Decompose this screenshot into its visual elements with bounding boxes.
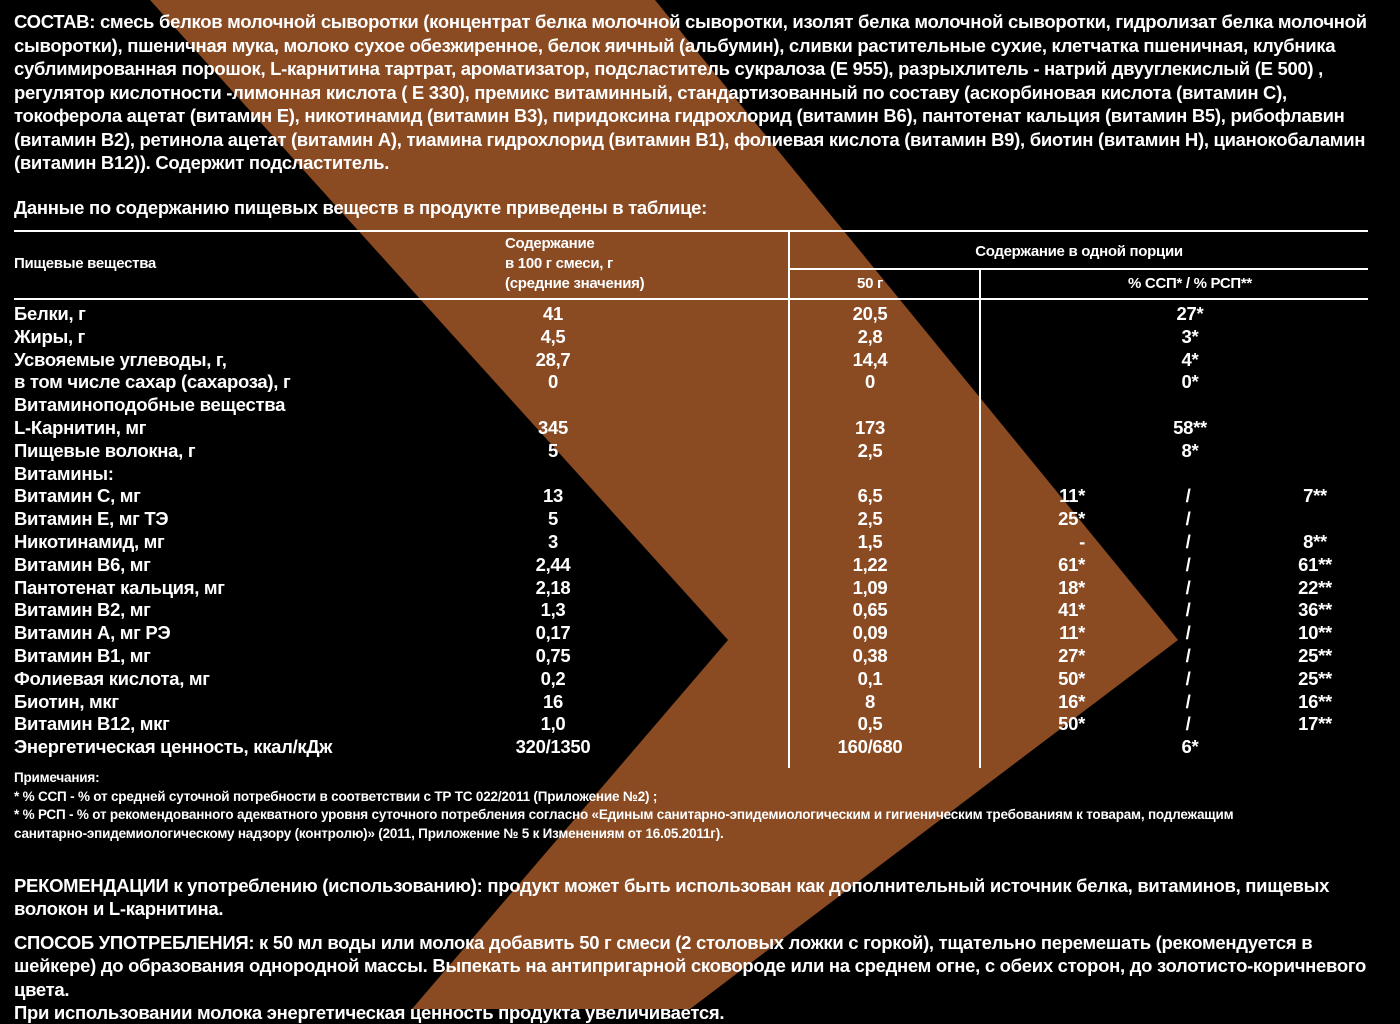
header-portion: Содержание в одной порции <box>975 243 1183 260</box>
row-pct-separator: / <box>1185 599 1191 621</box>
notes-line-rsp-cont: санитарно-эпидемиологическому надзору (контролю)» (2011, Приложение № 5 к Изменениям от 16.05.2011г). <box>14 826 724 842</box>
row-pct-value: 3* <box>1181 325 1199 347</box>
row-nutrient-name: Жиры, г <box>14 325 86 347</box>
row-per100-value: 13 <box>543 485 563 507</box>
row-per100-value: 0,75 <box>535 645 571 666</box>
row-pct-value <box>1100 463 1280 486</box>
row-nutrient-name: Витамин В6, мг <box>14 553 151 575</box>
table-header-bottom-line <box>14 298 1368 300</box>
header-per100 <box>505 234 644 294</box>
row-rsp-value: 36** <box>1298 599 1332 621</box>
row-pct-value: 0* <box>1181 371 1199 393</box>
row-pct-separator: / <box>1185 485 1191 507</box>
row-ssp-value: 27* <box>1058 645 1085 666</box>
row-portion-value: 0,38 <box>852 645 888 666</box>
row-pct-separator: / <box>1185 553 1191 575</box>
row-per100-value: 2,44 <box>535 553 571 575</box>
row-per100-value: 320/1350 <box>515 736 591 758</box>
row-per100-value: 41 <box>543 303 563 324</box>
row-nutrient-name: Энергетическая ценность, ккал/кДж <box>14 736 333 758</box>
notes-line-ssp: * % ССП - % от средней суточной потребности в соответствии с ТР ТС 022/2011 (Приложение №2) ; <box>14 788 658 804</box>
row-nutrient-name: Пантотенат кальция, мг <box>14 576 225 598</box>
notes-line-rsp: * % РСП - % от рекомендованного адекватного уровня суточного потребления согласно «Единым санитарно-эпидемиологическим и гигиеническим требованиям к товарам, подлежащим <box>14 807 1234 823</box>
row-pct-separator: / <box>1185 508 1191 530</box>
row-pct-value: 58** <box>1173 417 1207 438</box>
row-portion-value: 2,5 <box>857 508 883 530</box>
row-pct-value: 8* <box>1181 439 1199 461</box>
row-per100-value: 5 <box>548 508 558 530</box>
row-portion-value: 160/680 <box>837 736 903 758</box>
row-pct-separator: / <box>1185 690 1191 712</box>
row-per100-value: 0,17 <box>535 622 571 644</box>
row-portion-value: 2,5 <box>857 439 883 461</box>
row-per100-value: 1,3 <box>540 599 566 621</box>
row-portion-value: 1,22 <box>852 553 888 575</box>
row-rsp-value: 7** <box>1303 485 1327 507</box>
row-per100-value <box>453 463 653 486</box>
row-ssp-value: 16* <box>1058 690 1085 712</box>
row-per100-value: 5 <box>548 439 558 461</box>
row-per100-value: 1,0 <box>540 713 566 735</box>
header-nutrients: Пищевые вещества <box>14 255 156 272</box>
row-portion-value: 0,09 <box>852 622 888 644</box>
row-portion-value: 173 <box>855 417 885 438</box>
row-portion-value: 6,5 <box>857 485 883 507</box>
row-ssp-value: 41* <box>1058 599 1085 621</box>
row-portion-value: 2,8 <box>857 325 883 347</box>
row-rsp-value: 25** <box>1298 645 1332 666</box>
header-per100-line2: в 100 г смеси, г <box>505 255 613 272</box>
row-ssp-value: 18* <box>1058 576 1085 598</box>
row-pct-separator: / <box>1185 645 1191 666</box>
row-ssp-value: 25* <box>1058 508 1085 530</box>
row-nutrient-name: Витамин А, мг РЭ <box>14 622 171 644</box>
row-ssp-value: 61* <box>1058 553 1085 575</box>
row-rsp-value: 10** <box>1298 622 1332 644</box>
row-per100-value: 345 <box>538 417 568 438</box>
row-portion-value: 20,5 <box>852 303 888 324</box>
row-rsp-value: 17** <box>1298 713 1332 735</box>
row-ssp-value: - <box>1079 531 1085 552</box>
row-portion-value: 0,5 <box>857 713 883 735</box>
usage-line-2: При использовании молока энергетическая ценность продукта увеличивается. <box>14 1001 725 1023</box>
row-pct-separator: / <box>1185 622 1191 644</box>
table-caption: Данные по содержанию пищевых веществ в продукте приведены в таблице: <box>14 197 708 218</box>
row-portion-value: 0 <box>865 371 875 393</box>
row-ssp-value: 50* <box>1058 667 1085 689</box>
row-per100-value: 0 <box>548 371 558 393</box>
table-divider-pct <box>979 269 981 768</box>
row-pct-value: 27* <box>1176 303 1204 324</box>
row-ssp-value: 11* <box>1059 622 1085 644</box>
row-rsp-value: 22** <box>1298 576 1332 598</box>
row-pct-separator: / <box>1185 531 1191 552</box>
row-pct-value: 6* <box>1181 736 1199 758</box>
header-portion-grams: 50 г <box>857 275 883 292</box>
row-portion-value: 1,09 <box>852 576 888 598</box>
row-portion-value: 0,65 <box>852 599 888 621</box>
row-nutrient-name: Фолиевая кислота, мг <box>14 667 210 689</box>
row-per100-value: 0,2 <box>540 667 566 689</box>
notes <box>14 769 1384 844</box>
row-nutrient-name: Витаминоподобные вещества <box>14 394 286 416</box>
row-pct-separator: / <box>1185 576 1191 598</box>
row-per100-value: 16 <box>543 690 563 712</box>
row-nutrient-name: L-Карнитин, мг <box>14 417 147 438</box>
row-portion-value <box>790 394 950 417</box>
row-portion-value: 1,5 <box>857 531 883 552</box>
row-pct-value <box>1100 394 1280 417</box>
row-rsp-value: 8** <box>1303 531 1327 552</box>
row-portion-value: 0,1 <box>857 667 883 689</box>
row-rsp-value: 16** <box>1298 690 1332 712</box>
row-nutrient-name: Витамин Е, мг ТЭ <box>14 508 169 530</box>
notes-title: Примечания: <box>14 770 100 785</box>
row-nutrient-name: Никотинамид, мг <box>14 531 165 552</box>
usage-instructions <box>14 931 1394 1024</box>
row-nutrient-name: Усвояемые углеводы, г, <box>14 348 227 370</box>
row-per100-value: 3 <box>548 531 558 552</box>
composition-text: СОСТАВ: смесь белков молочной сыворотки (концентрат белка молочной сыворотки, изолят белка молочной сыворотки, гидролизат белка молочной сыворотки), пшеничная мука, молоко сухое обезжиренное, белок яичный (альбумин), сливки растительные сухие, клетчатка пшеничная, клубника сублимированная порошок, L-карнитина тартрат, ароматизатор, подсластитель сукралоза (Е 955), разрыхлитель - натрий двууглекислый (Е 500) , регулятор кислотности -лимонная кислота ( Е 330), премикс витаминный, стандартизованный по составу (аскорбиновая кислота (витамин С), токоферола ацетат (витамин Е), никотинамид (витамин В3), пиридоксина гидрохлорид (витамин В6), пантотенат кальция (витамин В5), рибофлавин (витамин В2), ретинола ацетат (витамин А), тиамина гидрохлорид (витамин В1), фолиевая кислота (витамин В9), биотин (витамин Н), цианокобаламин (витамин В12)). Содержит подсластитель. <box>14 11 1367 173</box>
row-portion-value: 14,4 <box>852 348 888 370</box>
header-per100-line1: Содержание <box>505 235 595 252</box>
row-nutrient-name: в том числе сахар (сахароза), г <box>14 371 291 393</box>
row-nutrient-name: Витамины: <box>14 462 114 484</box>
row-nutrient-name: Белки, г <box>14 303 86 324</box>
header-per100-line3: (средние значения) <box>505 275 645 292</box>
row-nutrient-name: Витамин В12, мкг <box>14 713 170 735</box>
row-nutrient-name: Витамин В2, мг <box>14 599 151 621</box>
row-nutrient-name: Биотин, мкг <box>14 690 119 712</box>
table-subheader-line <box>788 268 1368 270</box>
row-nutrient-name: Пищевые волокна, г <box>14 439 196 461</box>
row-rsp-value: 61** <box>1298 553 1332 575</box>
header-pct: % ССП* / % РСП** <box>1128 275 1252 292</box>
row-rsp-value <box>1285 508 1345 531</box>
row-pct-value: 4* <box>1181 348 1199 370</box>
usage-line-1: СПОСОБ УПОТРЕБЛЕНИЯ: к 50 мл воды или молока добавить 50 г смеси (2 столовых ложки с горкой), тщательно перемешать (рекомендуется в шейкере) до образования однородной массы. Выпекать на антипригарной сковороде или на среднем огне, с обеих сторон, до золотисто-коричневого цвета. <box>14 932 1367 1000</box>
row-portion-value: 8 <box>865 690 875 712</box>
recommendations-text: РЕКОМЕНДАЦИИ к употреблению (использованию): продукт может быть использован как дополнительный источник белка, витаминов, пищевых волокон и L-карнитина. <box>14 875 1330 919</box>
row-portion-value <box>790 463 950 486</box>
row-per100-value <box>453 394 653 417</box>
row-pct-separator: / <box>1185 667 1191 689</box>
row-pct-separator: / <box>1185 713 1191 735</box>
row-per100-value: 4,5 <box>540 325 566 347</box>
row-ssp-value: 50* <box>1058 713 1085 735</box>
row-per100-value: 28,7 <box>535 348 571 370</box>
row-per100-value: 2,18 <box>535 576 571 598</box>
row-ssp-value: 11* <box>1059 485 1085 507</box>
table-top-line <box>14 230 1368 232</box>
row-nutrient-name: Витамин В1, мг <box>14 645 151 666</box>
row-nutrient-name: Витамин С, мг <box>14 485 141 507</box>
row-rsp-value: 25** <box>1298 667 1332 689</box>
